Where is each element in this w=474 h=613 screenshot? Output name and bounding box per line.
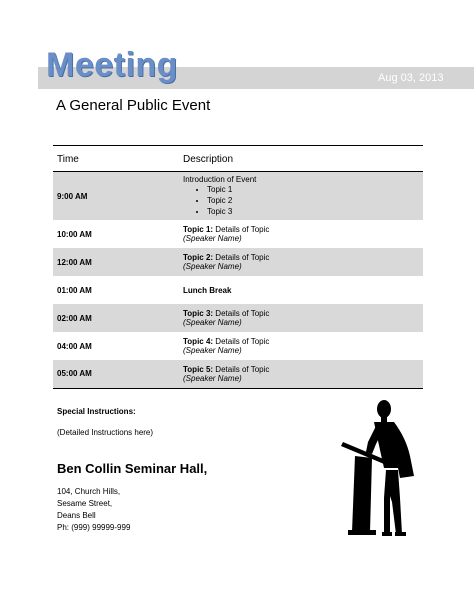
description-column-header: Description bbox=[179, 146, 423, 172]
time-column-header: Time bbox=[53, 146, 179, 172]
address-line: Deans Bell bbox=[57, 511, 96, 520]
agenda-description bbox=[179, 248, 423, 276]
agenda-row bbox=[53, 276, 423, 304]
agenda-table bbox=[53, 145, 423, 389]
agenda-row bbox=[53, 332, 423, 360]
venue-name: Ben Collin Seminar Hall, bbox=[57, 461, 208, 476]
speaker-name: (Speaker Name) bbox=[183, 262, 242, 271]
event-subtitle: A General Public Event bbox=[56, 97, 211, 114]
speaker-at-podium-icon bbox=[340, 398, 424, 538]
topic-details: Details of Topic bbox=[213, 253, 270, 262]
agenda-time: 12:00 AM bbox=[53, 248, 179, 276]
special-instructions-text: (Detailed Instructions here) bbox=[57, 428, 154, 437]
topic-details: Details of Topic bbox=[213, 309, 270, 318]
topic-label: Lunch Break bbox=[183, 285, 232, 295]
address-line: Sesame Street, bbox=[57, 499, 113, 508]
agenda-header-row bbox=[53, 146, 423, 172]
agenda-row bbox=[53, 172, 423, 221]
topic-label: Topic 1: bbox=[183, 225, 214, 234]
topic-details: Details of Topic bbox=[213, 225, 270, 234]
intro-topic: • Topic 1 bbox=[207, 184, 419, 195]
venue-address bbox=[57, 486, 130, 534]
address-line: 104, Church Hills, bbox=[57, 487, 121, 496]
page-title: Meeting bbox=[46, 46, 178, 84]
agenda-time: 10:00 AM bbox=[57, 229, 92, 239]
agenda-description bbox=[179, 172, 423, 221]
intro-topic: • Topic 2 bbox=[207, 195, 419, 206]
topic-label: Topic 3: bbox=[183, 309, 214, 318]
topic-label: Topic 5: bbox=[183, 364, 214, 374]
speaker-name: (Speaker Name) bbox=[183, 346, 242, 355]
agenda-row bbox=[53, 304, 423, 332]
intro-topic: • Topic 3 bbox=[207, 206, 419, 217]
agenda-description bbox=[179, 304, 423, 332]
agenda-description bbox=[179, 332, 423, 360]
speaker-name: (Speaker Name) bbox=[183, 318, 242, 327]
agenda-row bbox=[53, 220, 423, 248]
agenda-time: 04:00 AM bbox=[57, 341, 92, 351]
agenda-row bbox=[53, 360, 423, 388]
agenda-time: 05:00 AM bbox=[53, 360, 179, 388]
speaker-name: (Speaker Name) bbox=[183, 234, 242, 243]
agenda-time: 9:00 AM bbox=[53, 172, 179, 221]
address-phone: Ph: (999) 99999-999 bbox=[57, 523, 131, 532]
topic-details: Details of Topic bbox=[213, 337, 270, 346]
agenda-description bbox=[179, 220, 423, 248]
speaker-name: (Speaker Name) bbox=[183, 373, 242, 383]
intro-topic-list bbox=[183, 184, 419, 217]
agenda-description bbox=[179, 276, 423, 304]
topic-details: Details of Topic bbox=[213, 364, 270, 374]
agenda-time: 02:00 AM bbox=[53, 304, 179, 332]
agenda-description bbox=[179, 360, 423, 388]
event-date: Aug 03, 2013 bbox=[378, 72, 444, 84]
agenda-time: 01:00 AM bbox=[57, 285, 92, 295]
topic-label: Topic 2: bbox=[183, 253, 214, 262]
special-instructions-label: Special Instructions: bbox=[57, 407, 136, 416]
agenda-row bbox=[53, 248, 423, 276]
topic-label: Topic 4: bbox=[183, 337, 214, 346]
intro-heading: Introduction of Event bbox=[183, 175, 257, 184]
